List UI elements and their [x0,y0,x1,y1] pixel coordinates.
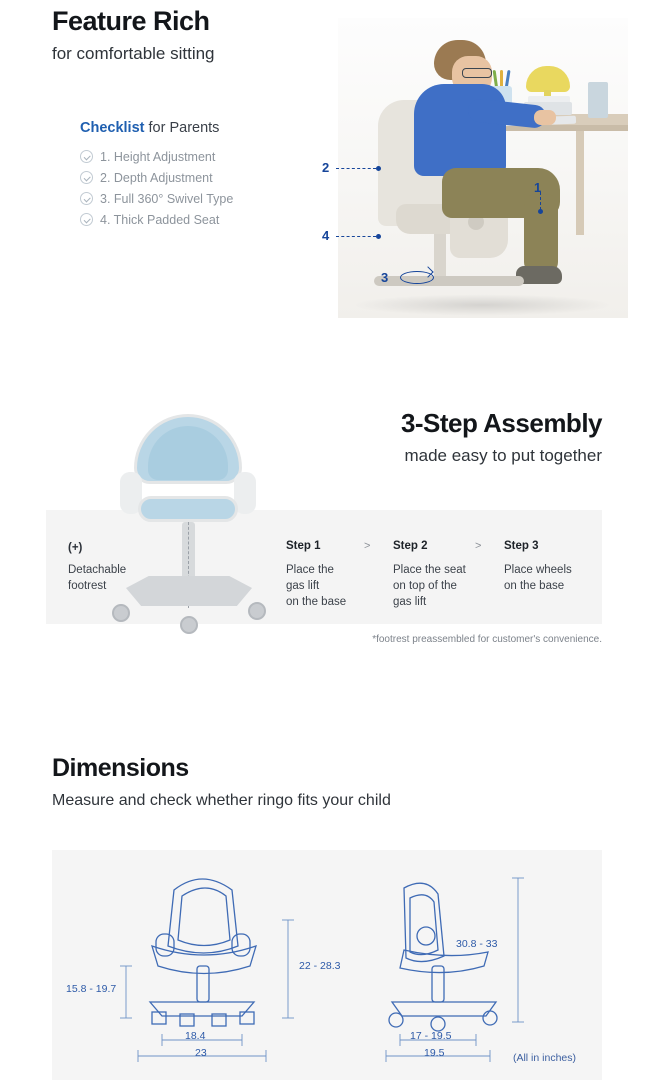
step-label: Step 3 [504,540,539,552]
dim-front-height: 15.8 - 19.7 [66,983,117,995]
callout-dot-2 [376,166,381,171]
dim-front-base-width: 18.4 [185,1030,206,1042]
front-view-chair [150,879,256,1026]
callout-dot-4 [376,234,381,239]
step-line: Place wheels [504,564,572,576]
step-label: Step 2 [393,540,428,552]
step-separator: > [364,540,371,552]
assembly-title: 3-Step Assembly [400,408,602,438]
feature-rich-section [0,0,648,375]
step-description [286,562,378,610]
callout-4: 4 [322,228,330,243]
chair-illustration [96,410,286,660]
callout-1: 1 [534,180,542,195]
callout-leader-4 [336,236,376,237]
step-line: on the base [504,580,565,592]
list-item [80,188,233,209]
assembly-footnote: *footrest preassembled for customer's convenience. [372,634,602,645]
dimensions-title: Dimensions [52,754,189,782]
list-item [80,209,233,230]
checklist-heading-rest: for Parents [144,120,220,136]
side-view-chair [389,883,497,1031]
callout-dot-1 [538,209,543,214]
assembly-step-1 [286,540,378,610]
dimensions-band [52,850,602,1080]
footrest-plus-label: (+) [68,542,83,554]
assembly-subtitle: made easy to put together [404,446,602,465]
step-label: Step 1 [286,540,321,552]
dimensions-subtitle: Measure and check whether ringo fits your child [52,792,391,809]
step-line: Place the [286,564,334,576]
step-line: on the base [286,596,347,608]
list-item-label: 1. Height Adjustment [100,149,216,164]
dim-side-total-height: 30.8 - 33 [456,938,498,950]
assembly-step-3 [504,540,596,594]
child-hand [534,110,556,125]
assembly-step-2 [393,540,485,610]
footrest-line-2: footrest [68,580,107,592]
child-torso [414,84,506,176]
dim-side-base-depth: 19.5 [424,1047,445,1059]
illus-wheel [180,616,198,634]
step-line: Place the seat [393,564,466,576]
dim-side-seat-depth: 17 - 19.5 [410,1030,452,1042]
dim-front-overall-width: 23 [195,1047,207,1059]
callout-2: 2 [322,160,330,175]
list-item [80,167,233,188]
checklist [80,146,233,230]
callout-3: 3 [381,270,389,285]
chair-gas-lift [434,234,446,280]
assembly-section [0,390,648,690]
front-dimension-lines [120,920,294,1062]
list-item [80,146,233,167]
illus-seat [138,496,238,522]
page-title: Feature Rich [52,6,210,36]
feature-subtitle: for comfortable sitting [52,44,215,63]
list-item-label: 2. Depth Adjustment [100,170,213,185]
list-item-label: 3. Full 360° Swivel Type [100,191,234,206]
check-circle-icon [80,192,93,205]
lamp-shade [526,66,570,92]
step-description [393,562,485,610]
chair-base [374,276,524,286]
child-leg [524,194,558,274]
dim-front-back-height: 22 - 28.3 [299,960,341,972]
check-circle-icon [80,213,93,226]
checklist-heading [80,120,219,136]
illus-base [126,576,252,606]
checklist-heading-bold: Checklist [80,120,145,136]
step-description [504,562,596,594]
floor-shadow [352,294,612,316]
units-note: (All in inches) [512,1052,576,1064]
glasses-icon [462,68,492,78]
footrest-text [68,562,126,594]
illus-wheel [248,602,266,620]
monitor [588,82,608,118]
illus-wheel [112,604,130,622]
desk-leg [576,131,584,235]
list-item-label: 4. Thick Padded Seat [100,212,220,227]
check-circle-icon [80,171,93,184]
step-line: gas lift [286,580,320,592]
dimensions-section [0,740,648,1080]
step-line: on top of the [393,580,457,592]
step-separator: > [475,540,482,552]
callout-leader-2 [336,168,376,169]
step-line: gas lift [393,596,427,608]
check-circle-icon [80,150,93,163]
footrest-line-1: Detachable [68,564,127,576]
